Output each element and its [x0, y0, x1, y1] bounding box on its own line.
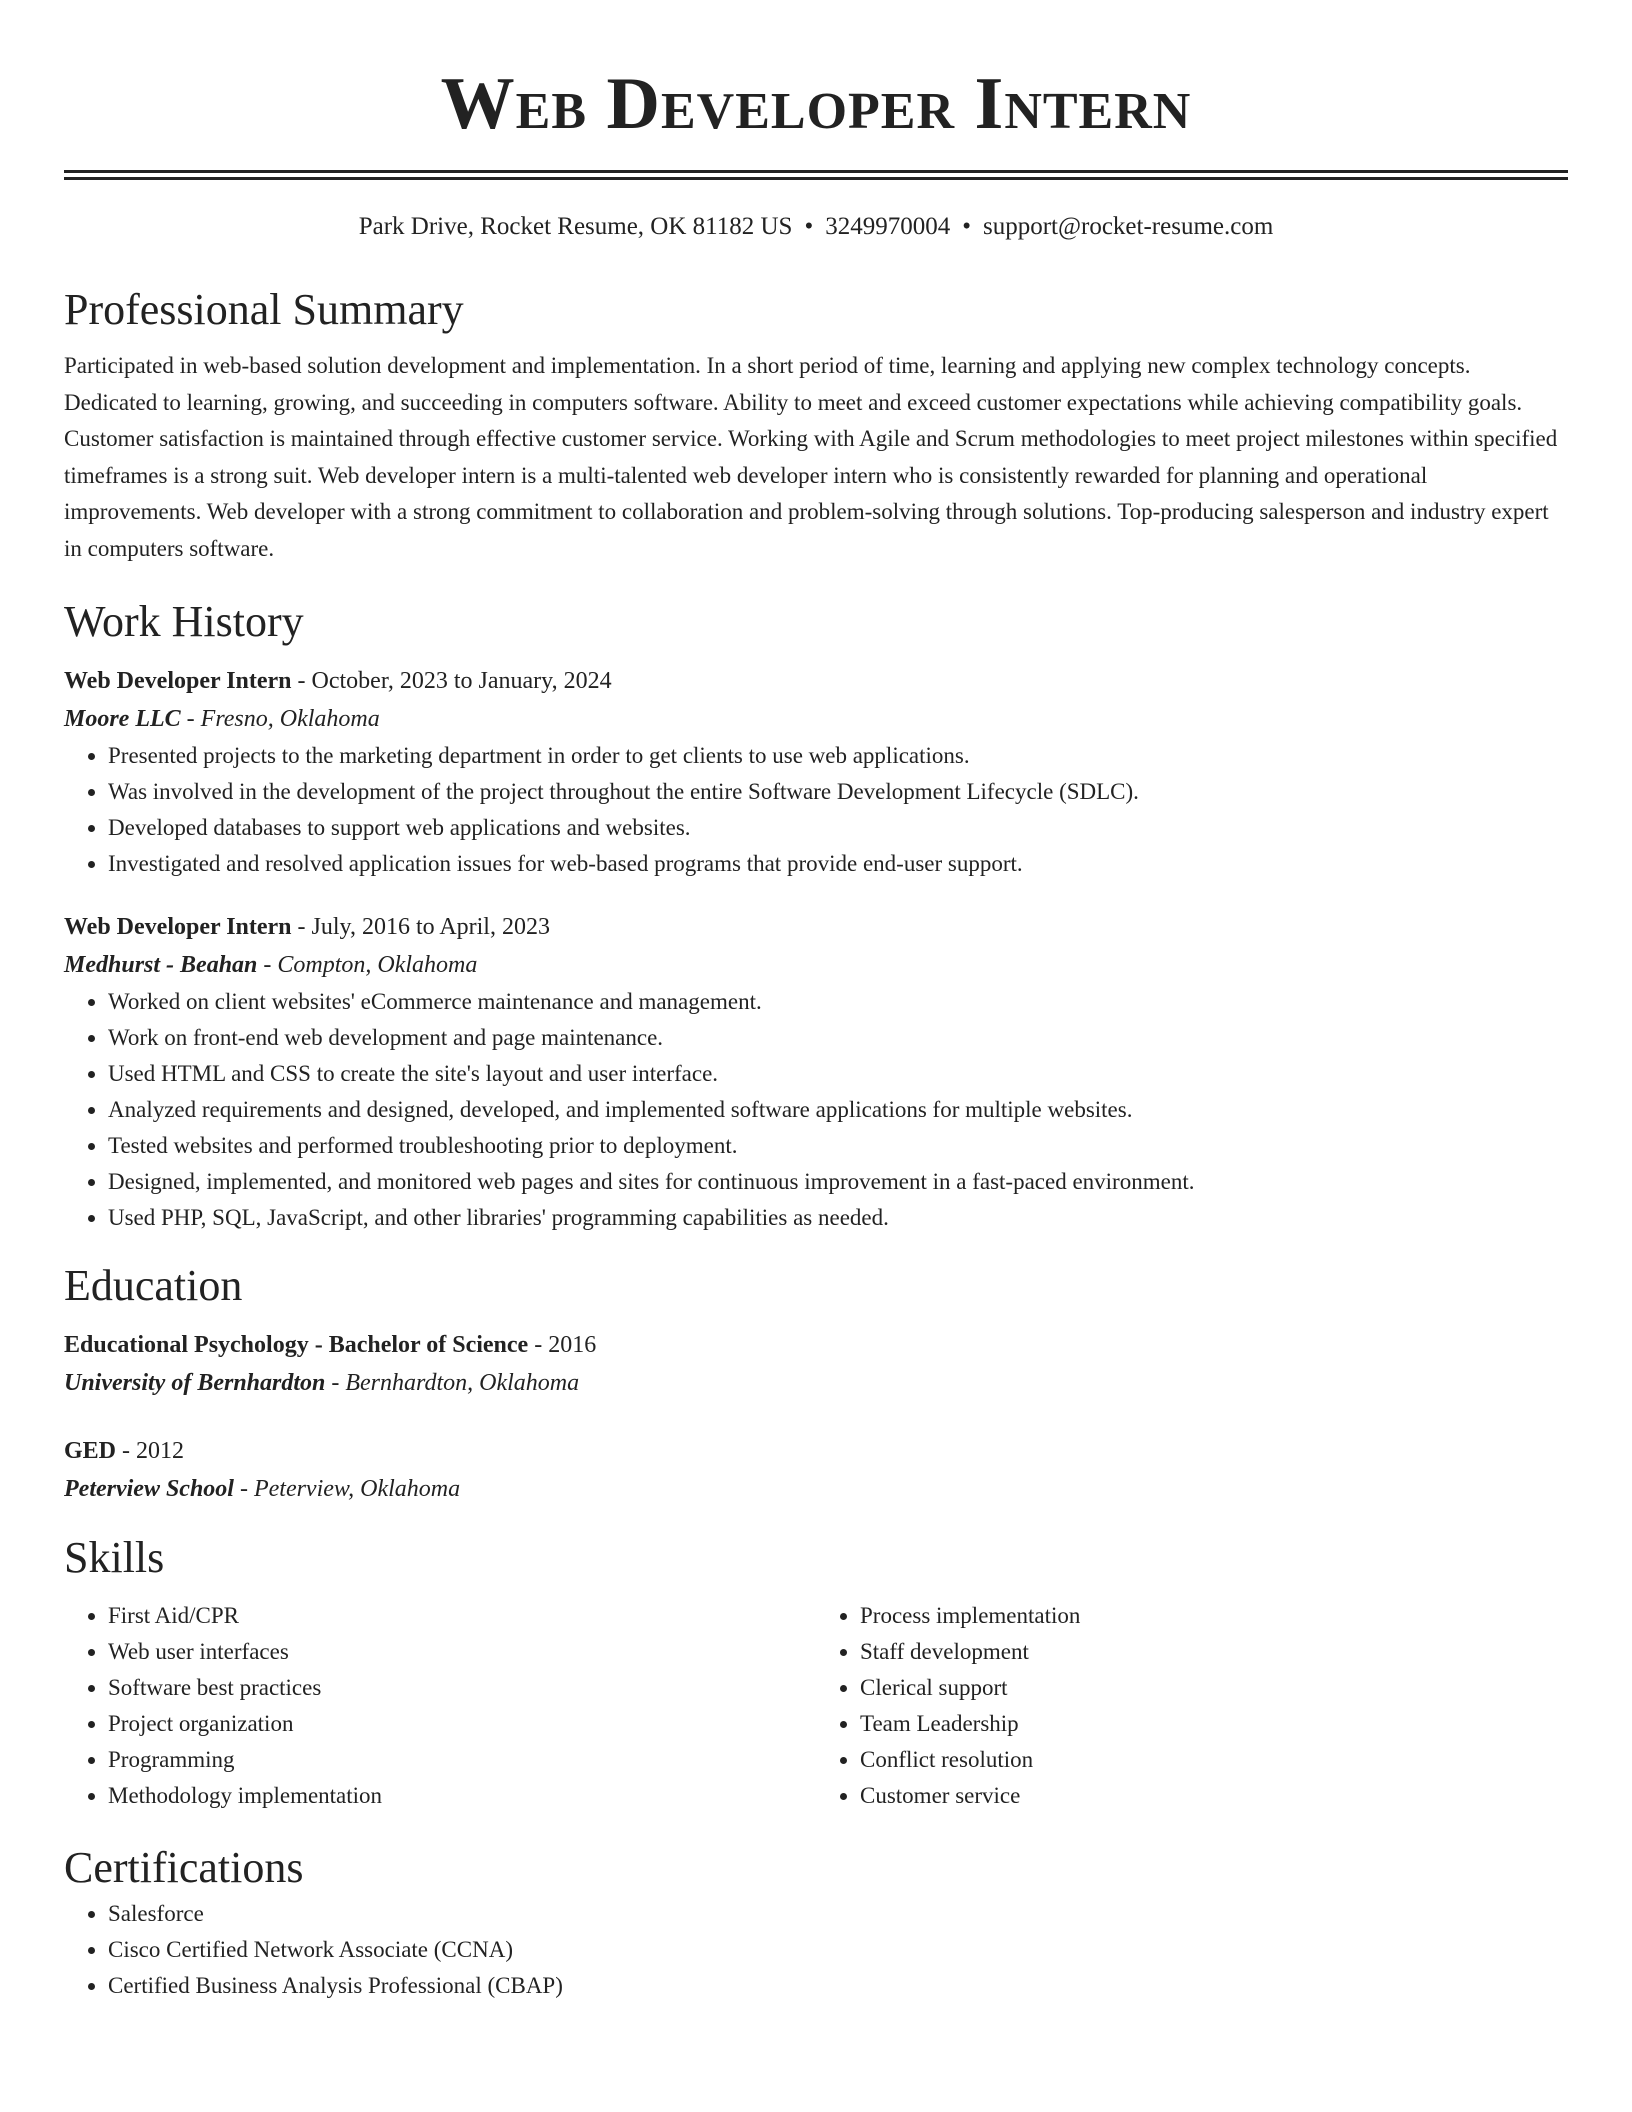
contact-separator: • [804, 213, 814, 240]
job-company: Medhurst - Beahan [64, 951, 258, 978]
list-item: • Cisco Certified Network Associate (CCNA) [108, 1932, 1568, 1968]
list-item: • Developed databases to support web applications and websites. [108, 810, 1568, 846]
list-item: • Designed, implemented, and monitored web pages and sites for continuous improvement in a fast-paced environment. [108, 1164, 1568, 1200]
education-degree-line [64, 1432, 1568, 1470]
job-dates: - October, 2023 to January, 2024 [291, 667, 612, 694]
list-item: • Investigated and resolved application issues for web-based programs that provide end-user support. [108, 846, 1568, 882]
job-header [64, 908, 1568, 946]
job-bullets [64, 738, 1568, 882]
job-company-line [64, 946, 1568, 984]
job-header [64, 662, 1568, 700]
list-item: • Methodology implementation [108, 1778, 816, 1814]
title-double-rule [64, 170, 1568, 180]
list-item: • Used HTML and CSS to create the site's layout and user interface. [108, 1056, 1568, 1092]
work-history-section [64, 594, 1568, 1236]
job-title: Web Developer Intern [64, 913, 292, 940]
work-history-heading: Work History [64, 596, 304, 646]
certifications-list [64, 1896, 1568, 2004]
job-location: - Fresno, Oklahoma [180, 705, 380, 732]
contact-separator: • [962, 213, 971, 240]
education-school: Peterview School [64, 1475, 234, 1502]
resume-title: Web Developer Intern [440, 63, 1192, 145]
list-item: • Work on front-end web development and page maintenance. [108, 1020, 1568, 1056]
certifications-section [64, 1840, 1568, 2004]
education-degree: Educational Psychology - Bachelor of Science [64, 1331, 529, 1358]
summary-heading: Professional Summary [64, 285, 464, 334]
education-location: - Bernhardton, Oklahoma [325, 1369, 580, 1396]
list-item: • Process implementation [860, 1598, 1568, 1634]
skills-grid [64, 1598, 1568, 1814]
list-item: • Customer service [860, 1778, 1568, 1814]
education-heading: Education [64, 1260, 243, 1310]
list-item: • Team Leadership [860, 1706, 1568, 1742]
job-entry [64, 908, 1568, 1236]
job-bullets [64, 984, 1568, 1236]
job-title: Web Developer Intern [64, 667, 292, 694]
list-item: • First Aid/CPR [108, 1598, 816, 1634]
contact-email: support@rocket-resume.com [982, 213, 1274, 240]
job-dates: - July, 2016 to April, 2023 [291, 913, 550, 940]
list-item: • Project organization [108, 1706, 816, 1742]
education-degree-line [64, 1326, 1568, 1364]
contact-address: Park Drive, Rocket Resume, OK 81182 US [358, 213, 793, 240]
education-school: University of Bernhardton [64, 1369, 326, 1396]
education-year: - 2012 [116, 1437, 185, 1464]
contact-line [64, 210, 1568, 244]
summary-text: Participated in web-based solution development and implementation. In a short period of time, learning and applying new complex technology concepts. Dedicated to learning, growing, and succeeding in computers software. Ability to meet and exceed customer expectations while achieving compatibility goals. Customer satisfaction is maintained through effective customer service. Working with Agile and Scrum methodologies to meet project milestones within specified timeframes is a strong suit. Web developer intern is a multi-talented web developer intern who is consistently rewarded for planning and operational improvements. Web developer with a strong commitment to collaboration and problem-solving through solutions. Top-producing salesperson and industry expert in computers software. [64, 353, 1558, 561]
job-location: - Compton, Oklahoma [257, 951, 478, 978]
list-item: • Software best practices [108, 1670, 816, 1706]
education-school-line [64, 1470, 1568, 1508]
job-entry [64, 662, 1568, 882]
list-item: • Presented projects to the marketing department in order to get clients to use web applications. [108, 738, 1568, 774]
education-location: - Peterview, Oklahoma [233, 1475, 461, 1502]
list-item: • Staff development [860, 1634, 1568, 1670]
skills-column-right [816, 1598, 1568, 1814]
list-item: • Clerical support [860, 1670, 1568, 1706]
list-item: • Worked on client websites' eCommerce maintenance and management. [108, 984, 1568, 1020]
list-item: • Salesforce [108, 1896, 1568, 1932]
education-year: - 2016 [528, 1331, 597, 1358]
skills-section [64, 1530, 1568, 1814]
skills-heading: Skills [64, 1532, 165, 1582]
contact-phone: 3249970004 [825, 213, 951, 240]
list-item: • Web user interfaces [108, 1634, 816, 1670]
job-company-line [64, 700, 1568, 738]
list-item: • Certified Business Analysis Professional (CBAP) [108, 1968, 1568, 2004]
list-item: • Was involved in the development of the project throughout the entire Software Development Lifecycle (SDLC). [108, 774, 1568, 810]
education-degree: GED [64, 1437, 117, 1464]
certifications-heading: Certifications [64, 1842, 304, 1892]
summary-section [64, 282, 1568, 568]
list-item: • Tested websites and performed troubleshooting prior to deployment. [108, 1128, 1568, 1164]
skills-column-left [64, 1598, 816, 1814]
list-item: • Analyzed requirements and designed, developed, and implemented software applications for multiple websites. [108, 1092, 1568, 1128]
job-company: Moore LLC [64, 705, 181, 732]
list-item: • Used PHP, SQL, JavaScript, and other libraries' programming capabilities as needed. [108, 1200, 1568, 1236]
list-item: • Programming [108, 1742, 816, 1778]
list-item: • Conflict resolution [860, 1742, 1568, 1778]
education-section [64, 1258, 1568, 1508]
education-school-line [64, 1364, 1568, 1402]
